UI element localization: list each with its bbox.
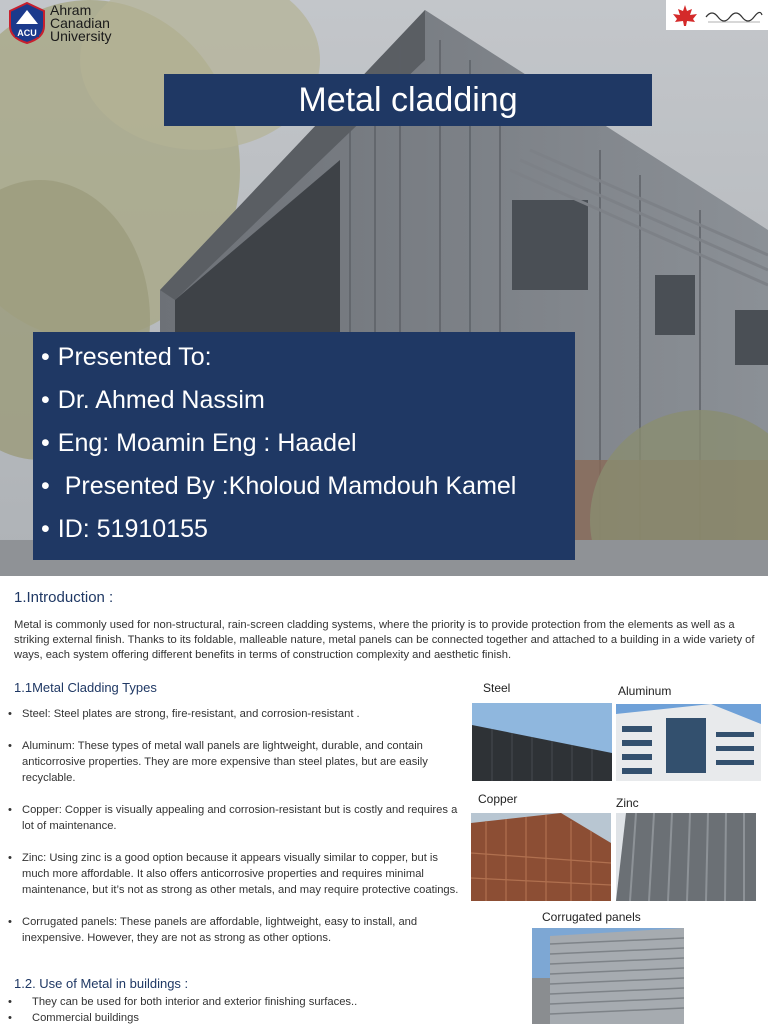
uses-list: [6, 994, 357, 1024]
caption-corrugated: Corrugated panels: [542, 910, 641, 924]
info-item-engineers: • Eng: Moamin Eng : Haadel: [41, 422, 575, 465]
type-item-copper: • Copper: Copper is visually appealing and corrosion-resistant but is costly and requires a lot of maintenance.: [6, 802, 468, 834]
types-list: [6, 706, 468, 946]
info-item-id: • ID: 51910155: [41, 508, 575, 551]
acu-badge-text: ACU: [17, 28, 37, 38]
type-item-corrugated: • Corrugated panels: These panels are affordable, lightweight, easy to install, and inexpensive. However, they are not as strong as other options.: [6, 914, 468, 946]
corrugated-photo: [532, 928, 684, 1024]
type-item-steel: • Steel: Steel plates are strong, fire-resistant, and corrosion-resistant .: [6, 706, 468, 722]
zinc-photo: [616, 813, 756, 901]
document-body: [0, 576, 768, 1024]
acu-crest-icon: [8, 2, 46, 44]
partner-logo: [666, 0, 768, 30]
caption-aluminum: Aluminum: [618, 684, 672, 698]
maple-leaf-icon: [670, 3, 700, 27]
aluminum-photo: [616, 704, 761, 781]
info-item-doctor: • Dr. Ahmed Nassim: [41, 379, 575, 422]
intro-paragraph: Metal is commonly used for non-structural, rain-screen cladding systems, where the priority is to provide protection from the elements as well as a striking external finish. Thanks to its foldable, malleable nature, metal panels can be connected together and attached to a building in a wide variety of ways, each system offering different benefits in terms of construction complexity and aesthetic finish.: [14, 619, 755, 661]
copper-photo: [471, 813, 611, 901]
type-item-zinc: • Zinc: Using zinc is a good option because it appears visually similar to copper, but is much more affordable. It also offers anticorrosive properties and requires minimal maintenance, but it’s not as strong as other metals, and may require protective coatings.: [6, 850, 468, 898]
use-item-commercial: • Commercial buildings: [6, 1010, 357, 1024]
acu-logo: [8, 2, 111, 44]
presenter-info-box: [33, 332, 575, 560]
use-item-surfaces: • They can be used for both interior and exterior finishing surfaces..: [6, 994, 357, 1010]
caption-copper: Copper: [478, 792, 518, 806]
partner-logo-script-icon: [704, 5, 764, 25]
info-item-presented-by: • Presented By :Kholoud Mamdouh Kamel: [41, 465, 575, 508]
info-item-presented-to: • Presented To:: [41, 336, 575, 379]
acu-logo-line3: University: [50, 27, 112, 44]
types-heading: 1.1Metal Cladding Types: [14, 680, 157, 695]
intro-heading: 1.Introduction :: [14, 589, 114, 606]
caption-zinc: Zinc: [616, 796, 639, 810]
slide-title: Metal cladding: [164, 74, 652, 126]
acu-logo-line1: Ahram: [50, 1, 92, 18]
use-heading: 1.2. Use of Metal in buildings :: [14, 976, 189, 991]
type-item-aluminum: • Aluminum: These types of metal wall panels are lightweight, durable, and contain anticorrosive properties. They are more expensive than steel plates, but are easily recyclable.: [6, 738, 468, 786]
acu-logo-text: [50, 1, 112, 44]
steel-photo: [472, 703, 612, 781]
caption-steel: Steel: [483, 681, 511, 695]
acu-logo-line2: Canadian: [50, 14, 110, 31]
